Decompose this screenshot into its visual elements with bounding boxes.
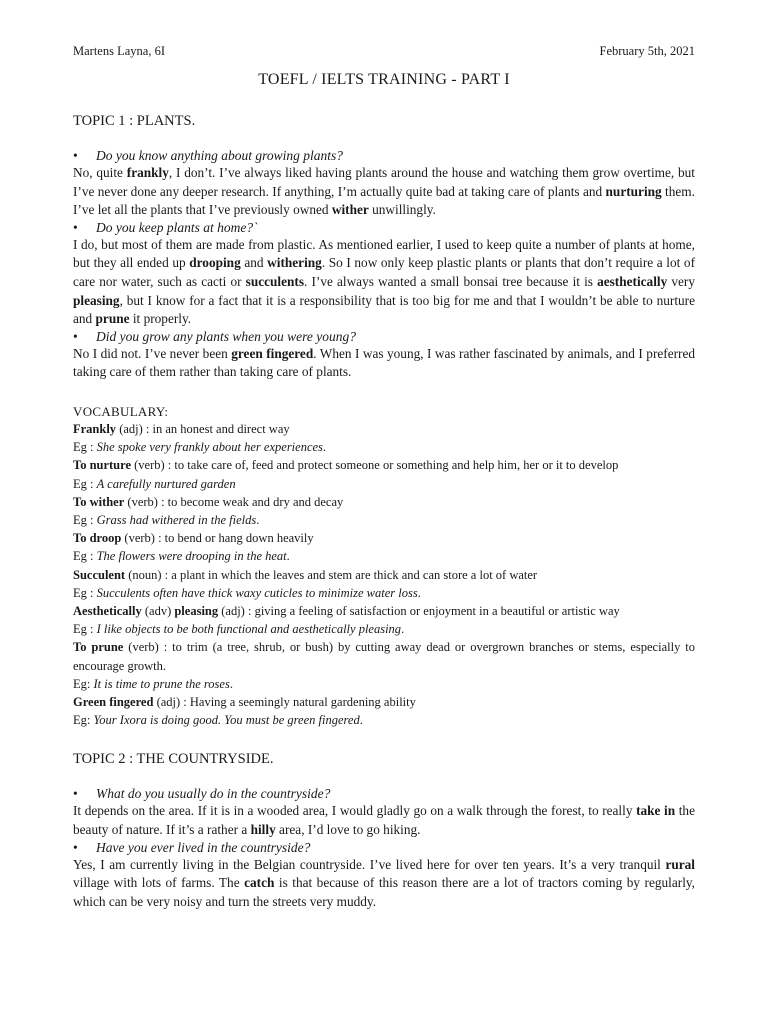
vocab-definition: To nurture (verb) : to take care of, feed and protect someone or something and help him, her or it to develop <box>73 458 619 473</box>
vocab-example: Eg : The flowers were drooping in the heat. <box>73 549 290 564</box>
key-term: withering <box>267 255 322 271</box>
example-sentence: The flowers were drooping in the heat <box>96 549 287 564</box>
answer-1-1: No, quite frankly, I don’t. I’ve always liked having plants around the house and watching them grow overtime, but I’ve never done any deeper research. If anything, I’m actually quite bad at taking care of plants and nurturing them. I’ve let all the plants that I’ve previously owned wither unwillingly. <box>73 165 695 218</box>
key-term: To nurture <box>73 458 132 473</box>
key-term: To droop <box>73 531 122 546</box>
question-text: Do you keep plants at home?` <box>96 219 258 235</box>
key-term: frankly <box>126 165 169 180</box>
question-2-2 <box>73 840 695 856</box>
question-text: Do you know anything about growing plants? <box>96 148 343 163</box>
key-term: hilly <box>250 821 276 837</box>
question-2-1 <box>73 786 695 802</box>
vocab-definition: To droop (verb) : to bend or hang down heavily <box>73 531 314 546</box>
key-term: green fingered <box>231 345 314 361</box>
bullet: • <box>73 219 78 235</box>
example-sentence: Your Ixora is doing good. You must be green fingered <box>93 713 360 728</box>
key-term: Succulent <box>73 567 126 582</box>
key-term: pleasing <box>73 292 120 308</box>
answer-1-3: No I did not. I’ve never been green fingered. When I was young, I was rather fascinated by animals, and I preferred taking care of them rather than taking care of plants. <box>73 345 696 380</box>
document-title: TOEFL / IELTS TRAINING - PART I <box>258 71 510 88</box>
key-term: succulents <box>245 273 305 289</box>
vocab-definition: To prune (verb) : to trim (a tree, shrub, or bush) by cutting away dead or overgrown branches or stems, especially to encourage growth. <box>73 640 695 673</box>
key-term: Green fingered <box>73 694 154 709</box>
key-term: rural <box>665 856 695 872</box>
topic-1-heading <box>73 113 695 130</box>
key-term: Aesthetically <box>73 603 142 618</box>
key-term: prune <box>95 311 130 327</box>
vocab-example: Eg: It is time to prune the roses. <box>73 676 233 691</box>
vocab-definition: Succulent (noun) : a plant in which the leaves and stem are thick and can store a lot of water <box>73 567 538 582</box>
author-name: Martens Layna, 6I <box>73 44 165 58</box>
bullet: • <box>73 328 78 344</box>
document-body <box>73 113 695 911</box>
question-1-2 <box>73 220 695 236</box>
question-text: Did you grow any plants when you were young? <box>96 328 356 344</box>
key-term: catch <box>244 875 275 891</box>
page-header <box>73 44 695 59</box>
topic-word: TOPIC <box>73 113 115 129</box>
key-term: nurturing <box>605 183 662 199</box>
vocab-example: Eg : She spoke very frankly about her experiences. <box>73 440 327 455</box>
bullet: • <box>73 148 78 163</box>
bullet: • <box>73 786 78 802</box>
answer-1-2: I do, but most of them are made from plastic. As mentioned earlier, I used to keep quite a number of plants at home, but they all ended up drooping and withering. So I now only keep plastic plants or plants that don’t require a lot of care nor water, such as cacti or succulents. I’ve always wanted a small bonsai tree because it is aesthetically very pleasing, but I know for a fact that it is a responsibility that is too big for me and that I wouldn’t be able to nurture and prune it properly. <box>73 236 695 327</box>
answer-2-2: Yes, I am currently living in the Belgian countryside. I’ve lived here for over ten years. It’s a very tranquil rural village with lots of farms. The catch is that because of this reason there are a lot of tractors coming by regularly, which can be very noisy and turn the streets very muddy. <box>73 856 695 909</box>
example-sentence: Grass had withered in the fields <box>96 512 257 527</box>
key-term: aesthetically <box>597 273 668 289</box>
vocabulary-heading: VOCABULARY: <box>73 403 169 419</box>
question-text: What do you usually do in the countryside? <box>96 786 331 802</box>
example-sentence: I like objects to be both functional and aesthetically pleasing <box>96 622 402 637</box>
topic-label: 1 : PLANTS. <box>114 113 196 129</box>
question-1-3 <box>73 329 695 345</box>
topic-label: 2 : THE COUNTRYSIDE. <box>114 751 274 768</box>
key-term: To prune <box>73 640 124 655</box>
key-term: To wither <box>73 494 125 509</box>
key-term: drooping <box>189 255 241 271</box>
example-sentence: It is time to prune the roses <box>93 676 230 691</box>
vocab-definition: Aesthetically (adv) pleasing (adj) : giving a feeling of satisfaction or enjoyment in a beautiful or artistic way <box>73 603 620 618</box>
vocab-example: Eg : A carefully nurtured garden <box>73 476 236 491</box>
key-term: Frankly <box>73 421 117 436</box>
vocab-example: Eg : I like objects to be both functional and aesthetically pleasing. <box>73 622 405 637</box>
question-1-1 <box>73 148 695 164</box>
document-date: February 5th, 2021 <box>599 44 695 58</box>
vocabulary-list <box>73 420 695 729</box>
question-text: Have you ever lived in the countryside? <box>96 839 311 855</box>
vocab-definition: Green fingered (adj) : Having a seemingly natural gardening ability <box>73 694 416 709</box>
vocab-example: Eg: Your Ixora is doing good. You must be green fingered. <box>73 713 363 728</box>
bullet: • <box>73 839 78 855</box>
topic-word: TOPIC <box>73 751 115 768</box>
key-term: take in <box>636 803 676 819</box>
example-sentence: Succulents often have thick waxy cuticles to minimize water loss <box>96 585 418 600</box>
vocab-definition: To wither (verb) : to become weak and dry and decay <box>73 494 344 509</box>
key-term: wither <box>331 202 369 218</box>
answer-2-1: It depends on the area. If it is in a wooded area, I would gladly go on a walk through the forest, to really take in the beauty of nature. If it’s a rather a hilly area, I’d love to go hiking. <box>73 803 695 837</box>
vocab-definition: Frankly (adj) : in an honest and direct way <box>73 421 290 436</box>
vocab-example: Eg : Succulents often have thick waxy cuticles to minimize water loss. <box>73 585 421 600</box>
key-term: pleasing <box>174 603 219 618</box>
topic-2-heading <box>73 751 695 768</box>
vocab-example: Eg : Grass had withered in the fields. <box>73 512 260 527</box>
example-sentence: She spoke very frankly about her experiences <box>96 440 323 455</box>
example-sentence: A carefully nurtured garden <box>96 476 236 491</box>
